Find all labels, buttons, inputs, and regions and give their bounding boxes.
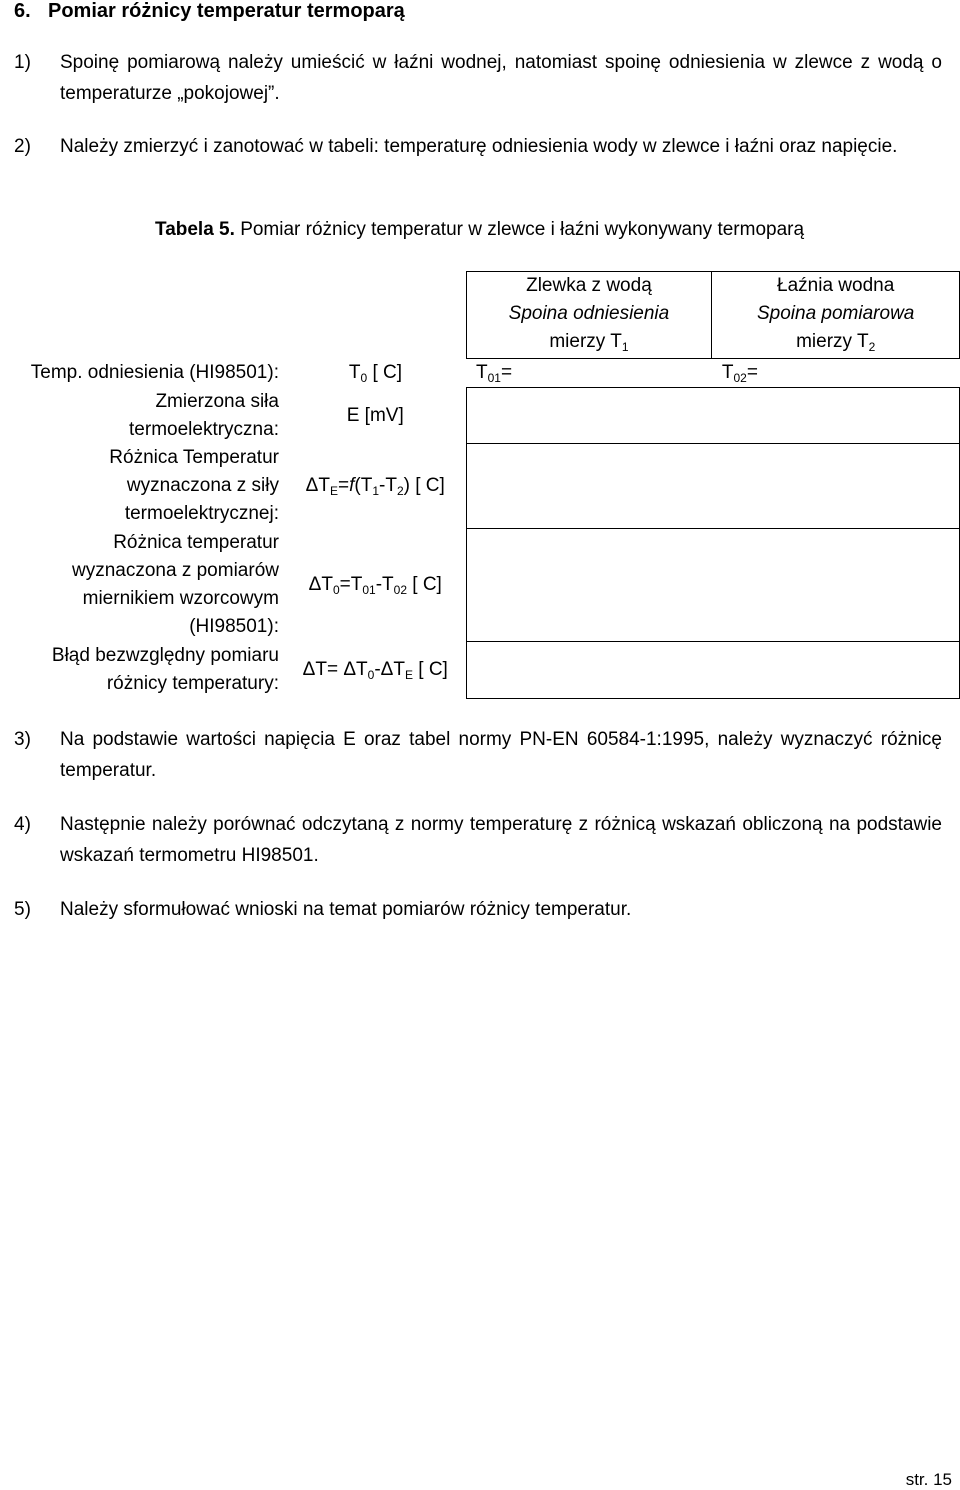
value-cell[interactable] bbox=[466, 388, 959, 444]
header-zlewka-subtitle: Spoina odniesienia bbox=[508, 303, 670, 324]
value-cell[interactable] bbox=[466, 529, 959, 642]
table-row bbox=[4, 642, 960, 699]
step-2 bbox=[14, 131, 942, 162]
page-number: str. 15 bbox=[905, 1470, 952, 1489]
header-zlewka bbox=[466, 272, 712, 359]
value-t02: $T_{02}=$ bbox=[721, 362, 758, 385]
section-title: Pomiar różnicy temperatur termoparą bbox=[48, 0, 405, 22]
row-label: Różnica Temperatur wyznaczona z siły termoelektrycznej: bbox=[109, 447, 279, 524]
measurement-table bbox=[4, 271, 960, 699]
table-caption-label: Tabela 5. bbox=[155, 219, 235, 240]
header-laznia-title: Łaźnia wodna bbox=[777, 275, 895, 296]
step-number: 2) bbox=[14, 136, 31, 157]
step-number: 3) bbox=[14, 729, 31, 750]
step-number: 5) bbox=[14, 899, 31, 920]
header-zlewka-title: Zlewka z wodą bbox=[526, 275, 652, 296]
header-laznia bbox=[712, 272, 960, 359]
row-label: Temp. odniesienia (HI98501): bbox=[30, 362, 279, 383]
row-label: Zmierzona siła termoelektryczna: bbox=[129, 390, 279, 440]
section-heading bbox=[14, 0, 405, 23]
row-symbol: $\Delta T_E=f(T_1-T_2)$ [ C] bbox=[305, 475, 445, 498]
row-symbol: $\Delta T_0=T_{01}-T_{02}$ [ C] bbox=[308, 574, 442, 597]
row-label: Różnica temperatur wyznaczona z pomiarów miernikiem wzorcowym (HI98501): bbox=[72, 532, 279, 637]
step-4 bbox=[14, 809, 942, 871]
table-header-row bbox=[4, 272, 960, 359]
header-zlewka-measures: mierzy $T_1$ bbox=[549, 331, 629, 354]
table-row bbox=[4, 444, 960, 529]
row-label: Błąd bezwzględny pomiaru różnicy temperatury: bbox=[51, 645, 279, 694]
table-row bbox=[4, 388, 960, 444]
step-5 bbox=[14, 894, 942, 925]
step-text: Następnie należy porównać odczytaną z normy temperaturę z różnicą wskazań obliczoną na podstawie wskazań termometru HI98501. bbox=[60, 814, 942, 866]
value-t01: $T_{01}=$ bbox=[476, 362, 513, 385]
table-caption bbox=[155, 219, 804, 241]
value-cell[interactable] bbox=[466, 642, 959, 699]
step-1 bbox=[14, 47, 942, 109]
section-number: 6. bbox=[14, 0, 31, 22]
row-symbol: E [mV] bbox=[346, 404, 404, 426]
step-text: Należy sformułować wnioski na temat pomiarów różnicy temperatur. bbox=[60, 899, 632, 920]
step-number: 1) bbox=[14, 52, 31, 73]
row-symbol: $\Delta T= \Delta T_0-\Delta T_E$ [ C] bbox=[302, 659, 448, 682]
table-caption-text: Pomiar różnicy temperatur w zlewce i łaźni wykonywany termoparą bbox=[240, 219, 805, 240]
step-3 bbox=[14, 724, 942, 786]
table-row bbox=[4, 529, 960, 642]
value-cell[interactable] bbox=[466, 444, 959, 529]
step-text: Na podstawie wartości napięcia E oraz tabel normy PN-EN 60584-1:1995, należy wyznaczyć różnicę temperatur. bbox=[60, 729, 942, 781]
row-symbol: $T_0$ [ C] bbox=[348, 362, 403, 385]
step-number: 4) bbox=[14, 814, 31, 835]
header-laznia-measures: mierzy $T_2$ bbox=[796, 331, 876, 354]
step-text: Spoinę pomiarową należy umieścić w łaźni wodnej, natomiast spoinę odniesienia w zlewce z wodą o temperaturze „pokojowej”. bbox=[60, 52, 942, 104]
header-laznia-subtitle: Spoina pomiarowa bbox=[756, 303, 915, 324]
table-row bbox=[4, 359, 960, 388]
step-text: Należy zmierzyć i zanotować w tabeli: temperaturę odniesienia wody w zlewce i łaźni oraz napięcie. bbox=[60, 136, 898, 157]
